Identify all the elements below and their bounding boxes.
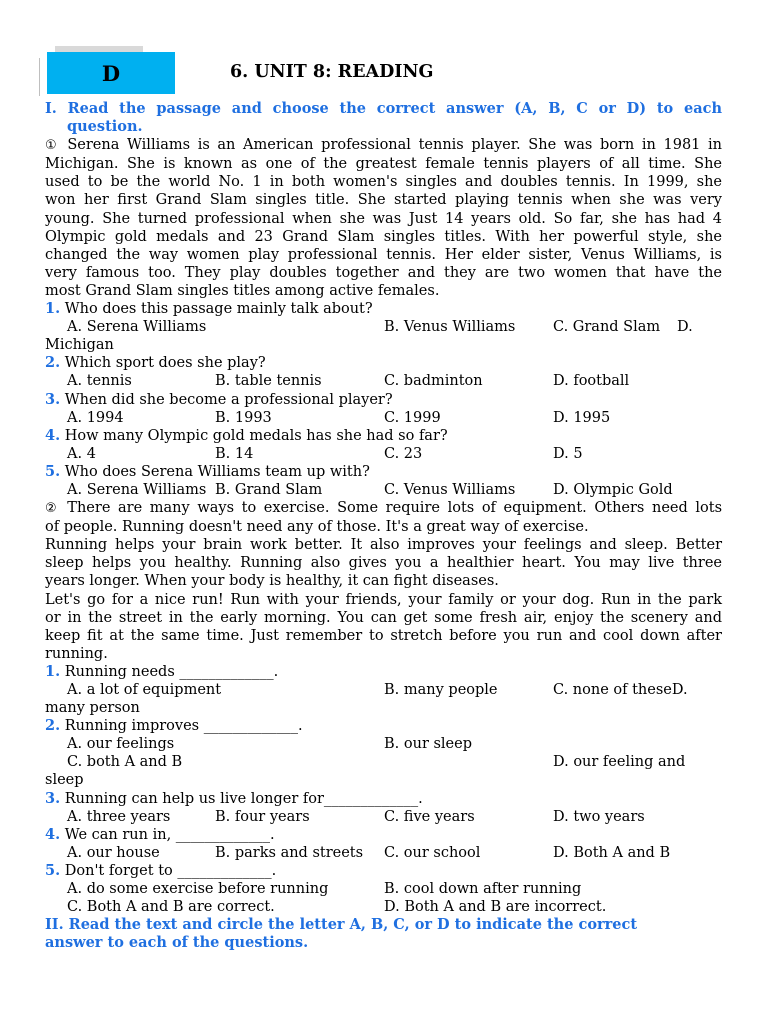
option-b[interactable]: B. Grand Slam	[215, 481, 323, 498]
passage-line: Running helps your brain work better. It also improves your feelings and sleep. Better	[45, 537, 722, 554]
header-decor-line	[39, 58, 40, 96]
question-3	[45, 391, 722, 409]
passage-line: keep fit at the same time. Just remember to stretch before you run and cool down after	[45, 627, 722, 644]
passage-line: young. She turned professional when she was Just 14 years old. So far, she has had 4	[45, 210, 722, 227]
question-text: Don't forget to _____________.	[64, 862, 277, 879]
option-d[interactable]: D. football	[553, 373, 630, 390]
option-c[interactable]: C. both A and B	[67, 754, 183, 771]
question-4-options	[45, 844, 722, 862]
question-text: Running needs _____________.	[64, 663, 279, 680]
option-b[interactable]: B. 14	[215, 445, 254, 462]
option-a[interactable]: A. a lot of equipment	[67, 682, 222, 698]
option-a[interactable]: A. our feelings	[67, 736, 175, 753]
passage-line: years longer. When your body is healthy, it can fight diseases.	[45, 573, 499, 590]
option-b[interactable]: B. 1993	[215, 409, 272, 426]
section1-instruction-cont: question.	[67, 118, 143, 136]
option-a[interactable]: A. tennis	[67, 373, 132, 390]
question-text: We can run in, _____________.	[64, 826, 275, 843]
question-5	[45, 862, 722, 880]
option-d[interactable]: D. 1995	[553, 409, 611, 426]
passage-line: sleep helps you healthy. Running also gives you a healthier heart. You may live three	[45, 555, 722, 572]
question-3-options	[45, 808, 722, 826]
question-2	[45, 354, 722, 372]
question-number: 4.	[45, 426, 61, 444]
question-2-options	[45, 372, 722, 390]
passage-2	[45, 499, 722, 663]
question-number: 2.	[45, 354, 61, 372]
page-title: 6. UNIT 8: READING	[230, 62, 434, 82]
passage-line: very famous too. They play doubles together and they are two women that have the	[45, 264, 722, 281]
option-a[interactable]: A. 1994	[67, 409, 124, 426]
question-number: 3.	[45, 390, 61, 408]
question-1	[45, 663, 722, 681]
question-2-options	[45, 735, 722, 753]
passage-2-marker: ②	[45, 501, 60, 517]
question-text: Running can help us live longer for_____________.	[64, 790, 423, 807]
option-c[interactable]: C. our school	[384, 844, 481, 861]
section-tag-badge	[47, 52, 175, 94]
question-text: When did she become a professional player?	[64, 391, 393, 408]
option-c[interactable]: C. 23	[384, 445, 423, 462]
passage-line: ② There are many ways to exercise. Some require lots of equipment. Others need lots	[45, 500, 723, 517]
question-2	[45, 717, 722, 735]
question-text: How many Olympic gold medals has she had so far?	[64, 427, 448, 444]
option-c[interactable]: C. Both A and B are correct.	[67, 899, 275, 916]
passage-line: of people. Running doesn't need any of those. It's a great way of exercise.	[45, 519, 589, 536]
question-number: 3.	[45, 789, 61, 807]
option-c[interactable]: C. badminton	[384, 373, 483, 390]
question-number: 5.	[45, 861, 61, 879]
question-text: Which sport does she play?	[64, 355, 266, 372]
question-text: Who does this passage mainly talk about?	[64, 301, 373, 318]
option-d[interactable]: D. 5	[553, 445, 583, 462]
option-b[interactable]: B. our sleep	[384, 736, 473, 753]
question-1-options	[45, 318, 722, 336]
option-d[interactable]: D. Both A and B	[553, 844, 671, 861]
option-c[interactable]: C. 1999	[384, 409, 441, 426]
option-a[interactable]: A. Serena Williams	[67, 481, 207, 498]
question-4-options	[45, 445, 722, 463]
question-number: 5.	[45, 462, 61, 480]
passage-line: Let's go for a nice run! Run with your friends, your family or your dog. Run in the park	[45, 591, 722, 608]
section2-instruction: II. Read the text and circle the letter A, B, C, or D to indicate the correct	[45, 916, 638, 934]
option-c[interactable]: C. five years	[384, 808, 475, 825]
passage-line: won her first Grand Slam singles title. She started playing tennis when she was very	[45, 192, 722, 209]
question-text: Running improves _____________.	[64, 718, 303, 735]
question-2-options-row2	[45, 753, 722, 771]
option-d[interactable]: D. Olympic Gold	[553, 481, 673, 498]
question-number: 1.	[45, 300, 61, 318]
question-5-options	[45, 880, 722, 898]
option-d[interactable]: D. our feeling and	[553, 754, 686, 771]
question-5	[45, 463, 722, 481]
option-b[interactable]: B. Venus Williams	[384, 319, 516, 336]
passage-1-marker: ①	[45, 138, 60, 154]
section2-instruction-cont: answer to each of the questions.	[45, 934, 309, 952]
section-tag: D	[101, 60, 121, 86]
option-b[interactable]: B. many people	[384, 682, 498, 698]
question-4	[45, 826, 722, 844]
question-number: 4.	[45, 825, 61, 843]
question-3	[45, 790, 722, 808]
passage-line: most Grand Slam singles titles among active females.	[45, 282, 440, 299]
question-5-options-row2	[45, 898, 722, 916]
question-1	[45, 300, 722, 318]
option-d[interactable]: D.	[677, 319, 693, 336]
option-a[interactable]: A. three years	[67, 808, 171, 825]
passage-line: ① Serena Williams is an American professional tennis player. She was born in 1981 in	[45, 137, 723, 154]
passage-line: or in the street in the early morning. You can get some fresh air, enjoy the scenery and	[45, 609, 722, 626]
passage-line: changed the way women play professional tennis. Her elder sister, Venus Williams, is	[45, 246, 722, 263]
question-text: Who does Serena Williams team up with?	[64, 463, 370, 480]
option-d[interactable]: D. Both A and B are incorrect.	[384, 899, 607, 916]
option-d-wrap: sleep	[45, 772, 84, 789]
option-b[interactable]: B. cool down after running	[384, 881, 582, 898]
question-number: 2.	[45, 717, 61, 735]
option-c[interactable]: C. Grand Slam	[553, 319, 661, 336]
option-d-wrap: Michigan	[45, 337, 114, 354]
worksheet-body	[45, 100, 722, 952]
passage-line: Olympic gold medals and 23 Grand Slam singles titles. With her powerful style, she	[45, 228, 722, 245]
question-1-options	[45, 681, 722, 699]
question-number: 1.	[45, 662, 61, 680]
section1-instruction: I. Read the passage and choose the correct answer (A, B, C or D) to each	[45, 100, 722, 117]
question-5-options	[45, 481, 722, 499]
passage-1	[45, 136, 722, 300]
passage-line: running.	[45, 645, 108, 662]
option-a[interactable]: A. Serena Williams	[67, 319, 207, 336]
option-a[interactable]: A. do some exercise before running	[67, 881, 329, 898]
option-b[interactable]: B. four years	[215, 808, 310, 825]
option-b[interactable]: B. table tennis	[215, 373, 322, 390]
option-c[interactable]: C. none of theseD.	[553, 682, 688, 698]
question-4	[45, 427, 722, 445]
passage-line: Michigan. She is known as one of the greatest female tennis players of all time. She	[45, 156, 722, 173]
passage-line: used to be the world No. 1 in both women's singles and doubles tennis. In 1999, she	[45, 174, 722, 191]
option-c[interactable]: C. Venus Williams	[384, 481, 516, 498]
option-d-wrap: many person	[45, 700, 140, 717]
option-a[interactable]: A. our house	[67, 844, 160, 861]
option-a[interactable]: A. 4	[67, 445, 96, 462]
option-d[interactable]: D. two years	[553, 808, 645, 825]
option-b[interactable]: B. parks and streets	[215, 844, 364, 861]
question-3-options	[45, 409, 722, 427]
